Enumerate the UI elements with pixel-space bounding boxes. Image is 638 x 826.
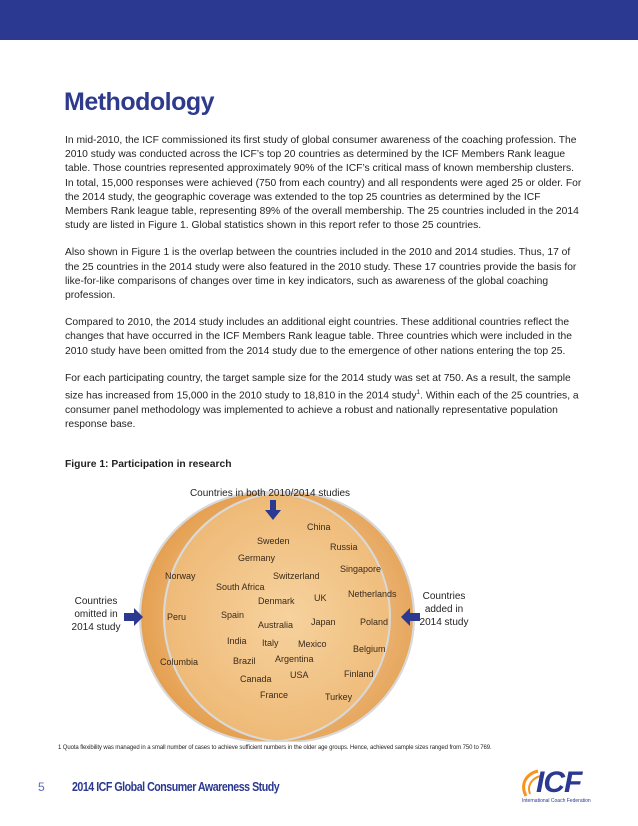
paragraph: Compared to 2010, the 2014 study includes an additional eight countries. These additional countries reflect the changes that have occurred in the ICF Members Rank league table. Three countries which were included in the 2010 study have been omitted from the 2014 study due to the emergence of other nations entering the top 25. bbox=[65, 317, 572, 357]
venn-right-label: Countries bbox=[422, 591, 466, 602]
paragraph bbox=[65, 372, 585, 432]
footer-title: 2014 ICF Global Consumer Awareness Study bbox=[72, 779, 280, 794]
paragraph: In mid-2010, the ICF commissioned its first study of global consumer awareness of the coaching profession. The 2010 study was conducted across the ICF’s top 20 countries as determined by the ICF Members Rank league table. Those countries represented approximately 90% of the ICF’s critical mass of known membership clusters. In total, 15,000 responses were achieved (750 from each country) and all respondents were aged 25 or older. For the 2014 study, the geographic coverage was extended to the top 25 countries as determined by the ICF Members Rank league table, representing 89% of the overall membership. The 25 countries included in the 2014 study are listed in Figure 1. Global statistics shown in this report refer to those 25 countries. bbox=[65, 135, 582, 232]
country-label: Denmark bbox=[258, 596, 295, 606]
page-number: 5 bbox=[38, 780, 45, 794]
country-label: Poland bbox=[360, 617, 389, 627]
paragraph-text: For each participating country, the target sample size for the 2014 study was set at 750. As a result, the sample size has increased from 15,000 in the 2010 study to 18,810 in the 2014 study bbox=[65, 372, 571, 402]
footnote: 1 Quota flexibility was managed in a small number of cases to achieve sufficient numbers in the older age groups. Hence, achieved sample sizes ranged from 750 to 769. bbox=[58, 745, 492, 751]
country-label: Germany bbox=[238, 553, 276, 563]
country-label: Spain bbox=[221, 610, 245, 620]
venn-left-label: 2014 study bbox=[71, 622, 121, 633]
page-title: Methodology bbox=[64, 88, 215, 116]
venn-right-label: added in bbox=[424, 604, 464, 615]
country-label: Russia bbox=[330, 542, 358, 552]
country-label: France bbox=[260, 690, 289, 700]
country-label: Australia bbox=[258, 620, 294, 630]
country-label: Netherlands bbox=[348, 589, 397, 599]
country-label: Turkey bbox=[325, 692, 353, 702]
country-label: South Africa bbox=[216, 582, 265, 592]
country-label: China bbox=[307, 522, 331, 532]
country-label: Mexico bbox=[298, 639, 327, 649]
country-label: Italy bbox=[262, 638, 279, 648]
country-label: Canada bbox=[240, 674, 272, 684]
icf-logo bbox=[516, 766, 616, 806]
footnote-marker: 1 bbox=[416, 389, 421, 397]
country-label: Argentina bbox=[275, 654, 314, 664]
country-label: Columbia bbox=[160, 657, 199, 667]
venn-left-label: Countries bbox=[74, 596, 118, 607]
country-label: Japan bbox=[311, 617, 336, 627]
country-label: Peru bbox=[167, 612, 187, 622]
country-label: Singapore bbox=[340, 564, 382, 574]
logo-text: ICF bbox=[536, 766, 582, 799]
country-label: Finland bbox=[344, 669, 374, 679]
country-label: Switzerland bbox=[273, 571, 320, 581]
country-label: USA bbox=[290, 670, 309, 680]
body-text bbox=[65, 134, 585, 445]
logo-subtext: International Coach Federation bbox=[522, 798, 591, 804]
paragraph: Also shown in Figure 1 is the overlap between the countries included in the 2010 and 2014 studies. Thus, 17 of the 25 countries in the 2014 study were also featured in the 2010 study. These 17 countries provide the basis for like-for-like comparisons of changes over time in key indicators, such as awareness of the global coaching profession. bbox=[65, 247, 577, 302]
country-label: Brazil bbox=[233, 656, 256, 666]
header-bar bbox=[0, 0, 638, 40]
country-label: Belgium bbox=[353, 644, 386, 654]
venn-right-label: 2014 study bbox=[419, 617, 469, 628]
country-label: UK bbox=[314, 593, 327, 603]
paragraph-text: . Within each of the 25 countries, a consumer panel methodology was implemented to achieve a robust and nationally representative population response base. bbox=[65, 390, 579, 430]
country-label: India bbox=[227, 636, 247, 646]
figure-caption: Figure 1: Participation in research bbox=[65, 459, 232, 470]
venn-left-label: omitted in bbox=[74, 609, 118, 620]
venn-top-label: Countries in both 2010/2014 studies bbox=[189, 488, 351, 499]
country-label: Norway bbox=[165, 571, 196, 581]
country-label: Sweden bbox=[257, 536, 290, 546]
venn-diagram bbox=[0, 480, 638, 742]
